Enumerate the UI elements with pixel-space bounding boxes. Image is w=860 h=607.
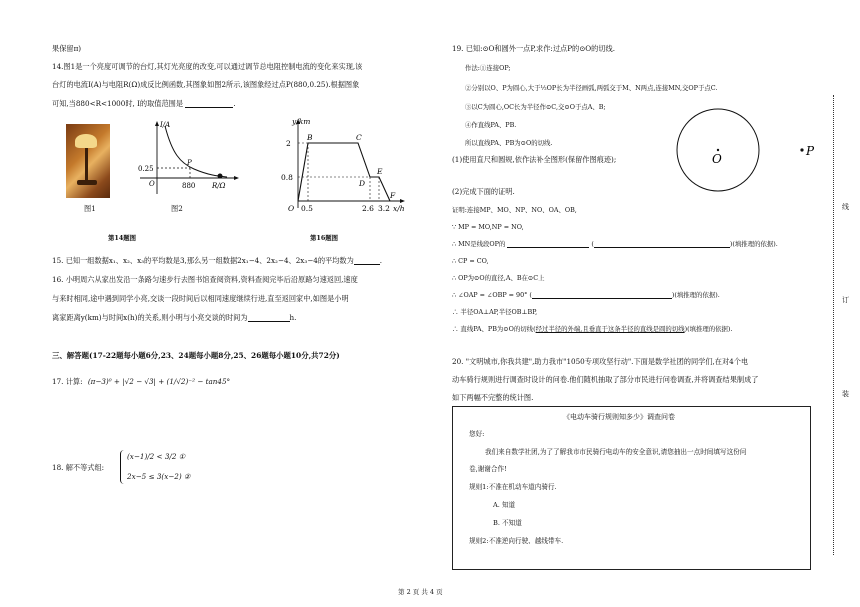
- proof-6a: ∴ ∠OAP = ∠OBP = 90°: [452, 291, 528, 299]
- proof-1: 证明:连接MP、MO、NP、NO、OA、OB,: [452, 206, 577, 214]
- survey-rule-1: 规则1:不准在机动车道内骑行.: [469, 483, 557, 491]
- q17-expression: (π−3)⁰ + |√2 − √3| + (1/√2)⁻² − tan45°: [87, 377, 231, 386]
- point-p-dot: [800, 148, 803, 151]
- answer-blank[interactable]: [594, 240, 730, 248]
- y-label: y/km: [292, 117, 311, 126]
- q20-line2: 动车骑行规则进行调查时设计的问卷.他们随机抽取了部分市民进行问卷调查,并将调查结果制成了: [452, 375, 759, 384]
- pt-b: B: [307, 133, 313, 142]
- q19-step2: ②分别以O、P为圆心,大于½OP长为半径画弧,两弧交于M、N两点,连接MN,交OP于点C.: [465, 84, 718, 92]
- proof-3: ∴ MN是线段OP的 ( )(填推理的依据).: [452, 240, 778, 248]
- center-dot: [717, 149, 719, 151]
- q14-line2: 台灯的电流I(A)与电阻R(Ω)成反比例函数,其图象如图2所示,该图象经过点P(880,0.25).根据图象: [52, 80, 360, 89]
- q16-line1: 16. 小明周六从家出发沿一条路匀速步行去图书馆查阅资料,资料查阅完毕后沿原路匀速返回,速度: [52, 275, 358, 284]
- proof-8b: )(填推理的依据).: [684, 325, 733, 333]
- q19-title: 19. 已知:⊙O和圆外一点P,求作:过点P的⊙O的切线.: [452, 44, 615, 53]
- side-label-line: 线: [842, 203, 849, 211]
- end-dot: [218, 174, 223, 179]
- side-label-bind: 订: [842, 296, 849, 304]
- survey-box: [452, 406, 811, 570]
- page-footer: 第 2 页 共 4 页: [398, 588, 443, 596]
- q14-line1: 14.图1是一个亮度可调节的台灯,其灯光亮度的改变,可以通过调节总电阻控制电流的变化来实现,该: [52, 62, 363, 71]
- binding-dotted-line: [833, 95, 834, 555]
- q16-graph: [280, 116, 410, 216]
- survey-option-b[interactable]: B. 不知道: [493, 519, 522, 527]
- x-axis-label: R/Ω: [212, 182, 226, 190]
- q19-step1: 作法:①连接OP;: [465, 64, 511, 72]
- fig2-label: 图2: [171, 204, 183, 213]
- brace: [120, 450, 125, 484]
- x-label: x/h: [393, 204, 405, 213]
- q18-ineq1: (x−1)/2 < 3/2 ①: [127, 452, 186, 461]
- side-label-staple: 装: [842, 390, 849, 398]
- q14-caption: 第14题图: [108, 234, 137, 242]
- point-p: P: [187, 159, 192, 167]
- proof-5: ∴ OP为⊙O的直径,A、B在⊙C上: [452, 274, 545, 282]
- q16-caption: 第16题图: [310, 234, 339, 242]
- q19-figure: [676, 108, 826, 204]
- q16-line3: [52, 313, 296, 322]
- q14-line3: [52, 99, 236, 108]
- q18-label: 18. 解不等式组:: [52, 463, 105, 472]
- origin: O: [288, 204, 295, 213]
- q13-tail: 果保留π): [52, 44, 82, 53]
- fig1-label: 图1: [84, 204, 96, 213]
- tick-05: 0.5: [301, 204, 313, 213]
- q15-text: 15. 已知一组数据x₁、x₂、x₃的平均数是3,那么另一组数据2x₁−4、2x₂−4、2x₃−4的平均数为: [52, 256, 354, 265]
- q20-line3: 如下两幅不完整的统计图.: [452, 393, 534, 402]
- proof-4: ∴ CP = CO,: [452, 257, 489, 265]
- q19-step3: ③以C为圆心,OC长为半径作⊙C,交⊙O于点A、B;: [465, 103, 606, 111]
- answer-blank[interactable]: [185, 99, 236, 108]
- q16-line3-text: 离家距离y(km)与时间x(h)的关系,则小明与小亮交谈的时间为: [52, 313, 248, 322]
- q20-line1: 20. "文明城市,你我共建",助力我市"1050专项攻坚行动".下面是数学社团的同学们,在对4个电: [452, 357, 749, 366]
- survey-greeting: 您好:: [469, 430, 485, 438]
- pt-f: F: [390, 191, 396, 200]
- answer-blank[interactable]: [354, 256, 383, 265]
- answer-blank[interactable]: [248, 314, 290, 322]
- proof-3a: ∴ MN是线段OP的: [452, 240, 506, 248]
- fig2-graph: [132, 118, 242, 200]
- pt-c: C: [356, 133, 362, 142]
- proof-6: ∴ ∠OAP = ∠OBP = 90° ( )(填推理的依据).: [452, 291, 720, 299]
- survey-body-1: 我们来自数学社团,为了了解我市市民骑行电动车的安全意识,请您抽出一点时间填写这份问: [485, 448, 747, 456]
- q16-line2: 与来时相同,途中遇到同学小亮,交谈一段时间后以相同速度继续行进,直至返回家中,如图是小明: [52, 294, 349, 303]
- proof-8: [452, 325, 732, 333]
- q19-part2: (2)完成下面的证明.: [452, 187, 515, 196]
- proof-8a: ∴ 直线PA、PB为⊙O的切线(: [452, 325, 536, 333]
- q18-ineq2: 2x−5 ≤ 3(x−2) ②: [127, 472, 191, 481]
- pt-d: D: [359, 179, 366, 188]
- x-axis-arrow: [400, 199, 405, 203]
- proof-3b: (填推理的依据).: [732, 240, 778, 248]
- answer-blank[interactable]: [532, 291, 672, 299]
- label-o: O: [712, 152, 722, 166]
- r-axis-arrow: [234, 176, 239, 180]
- q14-period: .: [233, 99, 236, 108]
- y-tick: 0.25: [138, 165, 154, 173]
- tick-26: 2.6: [362, 204, 374, 213]
- tick-08: 0.8: [281, 173, 293, 182]
- survey-rule-2: 规则2:不准逆向行驶、越线带车.: [469, 537, 564, 545]
- lamp-photo: [66, 124, 110, 198]
- q14-line3-text: 可知,当880<R<1000时, I的取值范围是: [52, 99, 184, 108]
- tick-32: 3.2: [378, 204, 390, 213]
- x-tick: 880: [182, 182, 196, 190]
- proof-8-theorem: 经过半径的外端,且垂直于这条半径的直线是圆的切线: [535, 325, 685, 333]
- y-axis-label: I/A: [160, 121, 171, 129]
- survey-option-a[interactable]: A. 知道: [493, 501, 516, 509]
- q15-period: .: [379, 256, 383, 265]
- q15: [52, 256, 382, 265]
- q16-unit: h.: [289, 313, 297, 322]
- q19-step4: ④作直线PA、PB.: [465, 121, 517, 129]
- section-3-heading: 三、解答题(17-22题每小题6分,23、24题每小题8分,25、26题每小题10分,共72分): [52, 351, 340, 360]
- pt-e: E: [377, 167, 383, 176]
- proof-6b: (填推理的依据).: [674, 291, 720, 299]
- q17-label: 17. 计算:: [52, 377, 83, 386]
- survey-body-2: 卷,谢谢合作!: [469, 465, 507, 473]
- q19-part1: (1)使用直尺和圆规,依作法补全图形(保留作图痕迹);: [452, 155, 617, 164]
- tick-2: 2: [286, 139, 291, 148]
- origin: O: [149, 180, 155, 188]
- proof-2: ∵ MP = MO,NP = NO,: [452, 223, 524, 231]
- q17: [52, 377, 230, 386]
- survey-title-text: 《电动车骑行规则知多少》调查问卷: [563, 413, 675, 421]
- answer-blank[interactable]: [507, 240, 589, 248]
- label-p: P: [806, 144, 815, 158]
- i-axis-arrow: [155, 121, 159, 126]
- curve: [165, 126, 227, 177]
- proof-7: ∴ 半径OA⊥AP,半径OB⊥BP,: [452, 308, 538, 316]
- q19-step5: 所以直线PA、PB为⊙O的切线.: [465, 139, 553, 147]
